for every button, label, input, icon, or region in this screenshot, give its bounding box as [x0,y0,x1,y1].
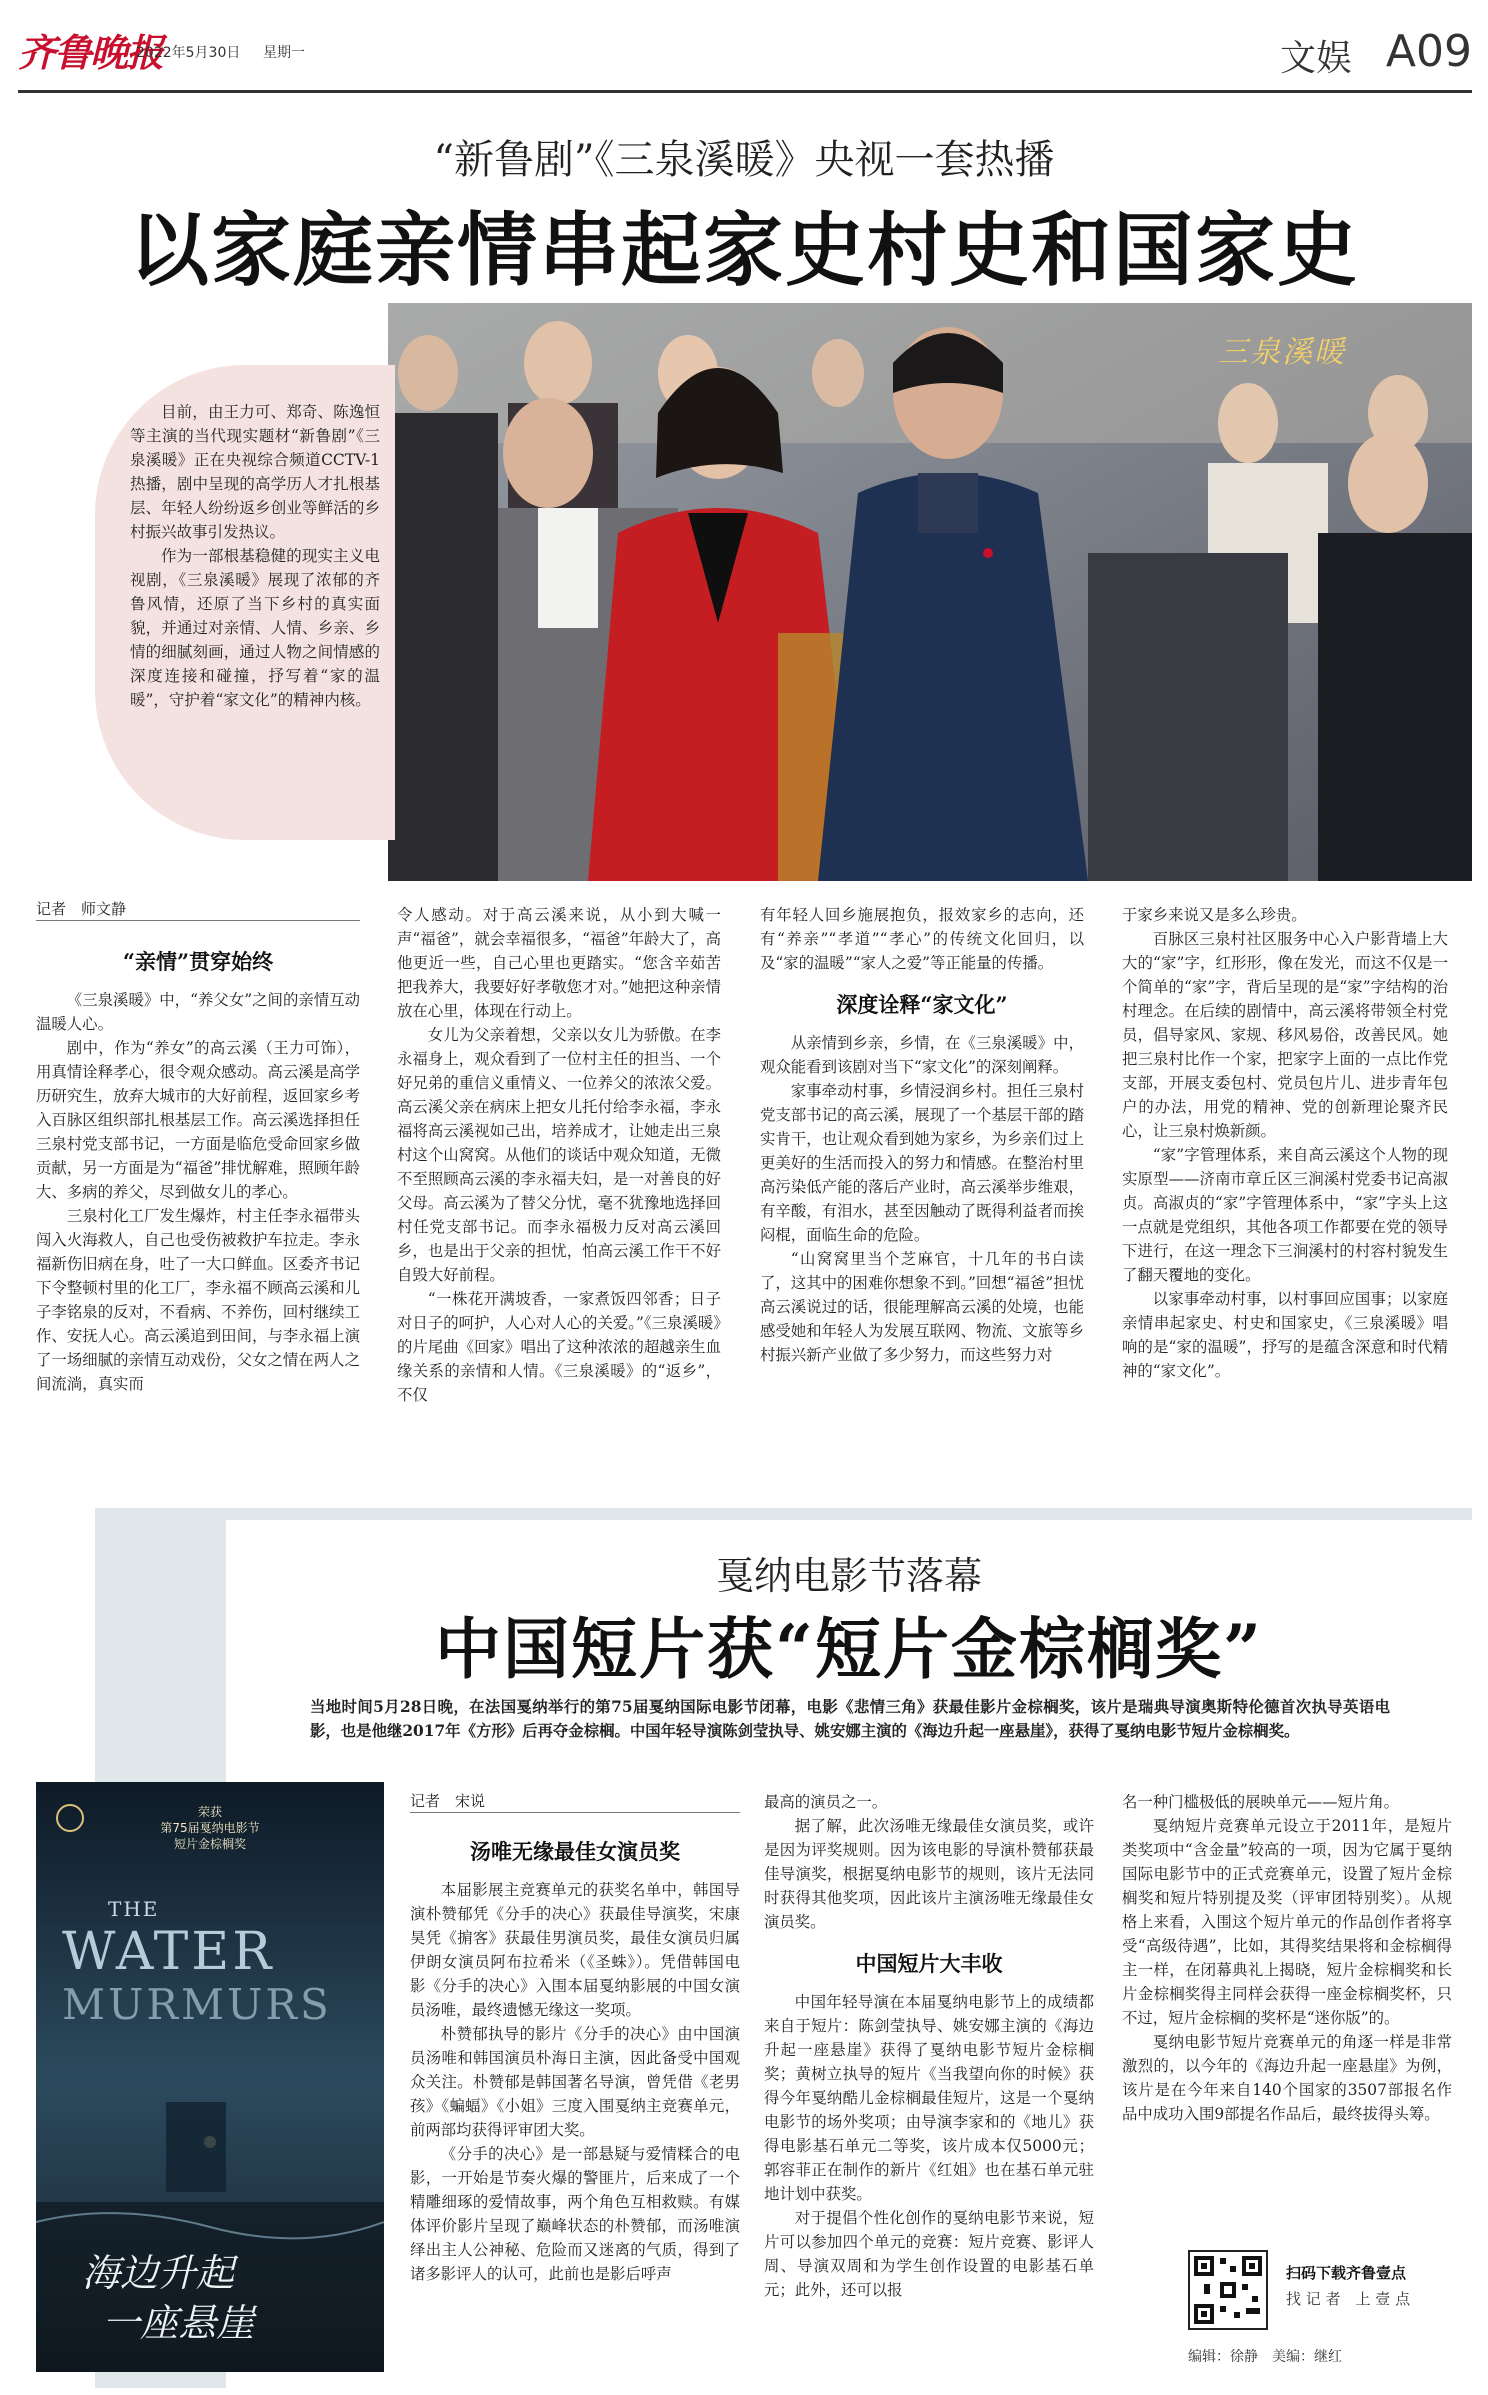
header-rule [18,90,1472,93]
qr-code[interactable] [1188,2250,1268,2330]
byline-rule [36,920,360,921]
body-paragraph: 中国年轻导演在本届戛纳电影节上的成绩都来自于短片：陈剑莹执导、姚安娜主演的《海边升起一座悬崖》获得了戛纳电影节短片金棕榈奖；黄树立执导的短片《当我望向你的时候》获得今年戛纳酷儿金棕榈最佳短片，这是一个戛纳电影节的场外奖项；由导演李家和的《地儿》获得电影基石单元二等奖，该片成本仅5000元；郭容菲正在制作的新片《红姐》也在基石单元驻地计划中获奖。 [764,1993,1094,2203]
qr-code-icon [1190,2252,1266,2328]
body-paragraph: 最高的演员之一。 [764,1793,888,1811]
issue-weekday: 星期一 [263,45,305,61]
lead-paragraph: 目前，由王力可、郑奇、陈逸恒等主演的当代现实题材“新鲁剧”《三泉溪暖》正在央视综合频道CCTV-1热播，剧中呈现的高学历人才扎根基层、年轻人纷纷返乡创业等鲜活的乡村振兴故事引发热议。 [130,403,380,541]
poster-award-line: 荣获 [197,1805,222,1819]
article1-column-4 [1122,903,1448,1383]
body-paragraph: 以家事牵动村事，以村事回应国事；以家庭亲情串起家史、村史和国家史，《三泉溪暖》唱响的是“家的温暖”，抒写的是蕴含深意和时代精神的“家文化”。 [1122,1290,1448,1380]
film-poster [36,1782,384,2372]
byline-rule [410,1812,740,1813]
article2-kicker: 戛纳电影节落幕 [715,1554,982,1598]
lead-paragraph: 作为一部根基稳健的现实主义电视剧，《三泉溪暖》展现了浓郁的齐鲁风情，还原了当下乡村的真实面貌，并通过对亲情、人情、乡亲、乡情的细腻刻画，通过人物之间情感的深度连接和碰撞，抒写着“家的温暖”，守护着“家文化”的精神内核。 [130,547,380,709]
qr-caption: 找 记 者 上 壹 点 [1286,2290,1411,2308]
poster-title-zh: 海边升起 [82,2251,235,2295]
newspaper-logo: 齐鲁晚报 [18,30,163,75]
body-paragraph: “山窝窝里当个芝麻官，十几年的书白读了，这其中的困难你想象不到。”回想“福爸”担忧高云溪说过的话，很能理解高云溪的处境，也能感受她和年轻人为发展互联网、物流、文旅等乡村振兴新产业做了多少努力，而这些努力对 [760,1250,1084,1364]
body-paragraph: 《分手的决心》是一部悬疑与爱情糅合的电影，一开始是节奏火爆的警匪片，后来成了一个精雕细琢的爱情故事，两个角色互相救赎。有媒体评价影片呈现了巅峰状态的朴赞郁，而汤唯演绎出主人公神秘、危险而又迷离的气质，得到了诸多影评人的认可，此前也是影后呼声 [410,2145,740,2283]
poster-award-line: 第75届戛纳电影节 [160,1821,260,1835]
body-paragraph: 《三泉溪暖》中，“养父女”之间的亲情互动温暖人心。 [36,991,360,1033]
issue-date: 2022年5月30日 [136,45,241,61]
photo-illustration [388,303,1472,881]
poster-title-en: THE [108,1897,160,1921]
body-paragraph: 于家乡来说又是多么珍贵。 [1122,906,1307,924]
poster-title-en: WATER [62,1922,275,1982]
drama-logo: 三泉溪暖 [1218,335,1346,370]
body-paragraph: 戛纳短片竞赛单元设立于2011年，是短片类奖项中“含金量”较高的一项，因为它属于戛纳国际电影节中的正式竞赛单元，设置了短片金棕榈奖和短片特别提及奖（评审团特别奖）。从规格上来看，入围这个短片单元的作品创作者将享受“高级待遇”，比如，其得奖结果将和金棕榈得主一样，在闭幕典礼上揭晓，短片金棕榈奖和长片金棕榈奖得主同样会获得一座金棕榈奖杯，只不过，短片金棕榈的奖杯是“迷你版”的。 [1122,1817,1452,2027]
poster-award [36,1804,384,1852]
article2-column-2 [764,1790,1094,2302]
body-paragraph: 百脉区三泉村社区服务中心入户影背墙上大大的“家”字，红形形，像在发光，而这不仅是一个简单的“家”字，背后呈现的是“家”字结构的治村理念。在后续的剧情中，高云溪将带领全村党员，倡导家风、家规、移风易俗，改善民风。她把三泉村比作一个家，把家字上面的一点比作党支部，开展支委包村、党员包片儿、进步青年包户的办法，用党的精神、党的创新理论聚齐民心，让三泉村焕新颜。 [1122,930,1448,1140]
body-paragraph: 本届影展主竞赛单元的获奖名单中，韩国导演朴赞郁凭《分手的决心》获最佳导演奖，宋康昊凭《掮客》获最佳男演员奖，最佳女演员归属伊朗女演员阿布拉希米（《圣蛛》）。凭借韩国电影《分手的决心》入围本届戛纳影展的中国女演员汤唯，最终遗憾无缘这一奖项。 [410,1881,740,2019]
body-paragraph: 家事牵动村事，乡情浸润乡村。担任三泉村党支部书记的高云溪，展现了一个基层干部的踏实肯干，也让观众看到她为家乡，为乡亲们过上更美好的生活而投入的努力和情感。在整治村里高污染低产能的落后产业时，高云溪举步维艰，有辛酸，有泪水，甚至因触动了既得利益者而挨闷棍，面临生命的危险。 [760,1082,1084,1244]
body-paragraph: 对于提倡个性化创作的戛纳电影节来说，短片可以参加四个单元的竞赛：短片竞赛、影评人周、导演双周和为学生创作设置的电影基石单元；此外，还可以报 [764,2209,1094,2299]
article2-column-1 [410,1822,740,2286]
article2-byline: 记者 宋说 [410,1792,486,1810]
body-paragraph: “一株花开满坡香，一家煮饭四邻香；日子对日子的呵护，人心对人心的关爱。”《三泉溪暖》的片尾曲《回家》唱出了这种浓浓的超越亲生血缘关系的亲情和人情。《三泉溪暖》的“返乡”，不仅 [397,1290,721,1404]
article1-byline: 记者 师文静 [36,900,127,918]
body-paragraph: 令人感动。对于高云溪来说，从小到大喊一声“福爸”，就会幸福很多，“福爸”年龄大了，高他更近一些，自己心里也更踏实。“您含辛茹苦把我养大，我要好好孝敬您才对。”她把这种亲情放在心里，体现在行动上。 [397,906,721,1020]
article1-photo [388,303,1472,881]
poster-title-en: MURMURS [62,1980,332,2029]
body-paragraph: 有年轻人回乡施展抱负，报效家乡的志向，还有“养亲”“孝道”“孝心”的传统文化回归，以及“家的温暖”“家人之爱”等正能量的传播。 [760,906,1084,972]
subheading: 中国短片大丰收 [855,1951,1003,1976]
article1-kicker: “新鲁剧”《三泉溪暖》央视一套热播 [433,137,1055,183]
body-paragraph: 从亲情到乡亲，乡情，在《三泉溪暖》中，观众能看到该剧对当下“家文化”的深刻阐释。 [760,1034,1084,1076]
poster-award-line: 短片金棕榈奖 [173,1837,246,1851]
article2-headline: 中国短片获“短片金棕榈奖” [435,1610,1263,1688]
page-number: A09 [1385,26,1472,77]
body-paragraph: 据了解，此次汤唯无缘最佳女演员奖，或许是因为评奖规则。因为该电影的导演朴赞郁获最佳导演奖，根据戛纳电影节的规则，该片无法同时获得其他奖项，因此该片主演汤唯无缘最佳女演员奖。 [764,1817,1094,1931]
subheading: “亲情”贯穿始终 [122,949,274,974]
section-name: 文娱 [1279,38,1352,79]
article1-lead [130,400,380,712]
subheading: 汤唯无缘最佳女演员奖 [470,1839,680,1864]
poster-title-zh: 一座悬崖 [102,2301,255,2345]
masthead [18,14,1472,86]
editor-credits: 编辑：徐静 美编：继红 [1188,2349,1342,2365]
body-paragraph: 戛纳电影节短片竞赛单元的角逐一样是非常激烈的，以今年的《海边升起一座悬崖》为例，该片是在今年来自140个国家的3507部报名作品中成功入围9部提名作品后，最终拔得头筹。 [1122,2033,1452,2123]
qr-caption: 扫码下载齐鲁壹点 [1286,2264,1407,2282]
body-paragraph: 女儿为父亲着想，父亲以女儿为骄傲。在李永福身上，观众看到了一位村主任的担当、一个好兄弟的重信义重情义、一位养父的浓浓父爱。高云溪父亲在病床上把女儿托付给李永福，李永福将高云溪视如己出，培养成才，让她走出三泉村这个山窝窝。从他们的谈话中观众知道，无微不至照顾高云溪的李永福夫妇，是一对善良的好父母。高云溪为了替父分忧，毫不犹豫地选择回村任党支部书记。而李永福极力反对高云溪回乡，也是出于父亲的担忧，怕高云溪工作干不好自毁大好前程。 [397,1026,721,1284]
article1-column-1 [36,932,360,1396]
body-paragraph: 朴赞郁执导的影片《分手的决心》由中国演员汤唯和韩国演员朴海日主演，因此备受中国观众关注。朴赞郁是韩国著名导演，曾凭借《老男孩》《蝙蝠》《小姐》三度入围戛纳主竞赛单元，前两部均获得评审团大奖。 [410,2025,740,2139]
body-paragraph: 三泉村化工厂发生爆炸，村主任李永福带头闯入火海救人，自己也受伤被救护车拉走。李永福新伤旧病在身，吐了一大口鲜血。区委齐书记下令整顿村里的化工厂，李永福不顾高云溪和儿子李铭泉的反对，不看病、不养伤，回村继续工作、安抚人心。高云溪追到田间，与李永福上演了一场细腻的亲情互动戏份，父女之情在两人之间流淌，真实而 [36,1207,360,1393]
article2-summary: 当地时间5月28日晚，在法国戛纳举行的第75届戛纳国际电影节闭幕，电影《悲情三角》获最佳影片金棕榈奖，该片是瑞典导演奥斯特伦德首次执导英语电影，也是他继2017年《方形》后再夺金棕榈。中国年轻导演陈剑莹执导、姚安娜主演的《海边升起一座悬崖》，获得了戛纳电影节短片金棕榈奖。 [310,1698,1390,1740]
article2-column-3 [1122,1790,1452,2126]
article1-headline: 以家庭亲情串起家史村史和国家史 [129,203,1359,297]
body-paragraph: 名一种门槛极低的展映单元——短片角。 [1122,1793,1400,1811]
article1-column-3 [760,903,1084,1367]
body-paragraph: 剧中，作为“养女”的高云溪（王力可饰），用真情诠释孝心，很令观众感动。高云溪是高学历研究生，放弃大城市的大好前程，返回家乡考入百脉区组织部扎根基层工作。高云溪选择担任三泉村党支部书记，一方面是临危受命回家乡做贡献，另一方面是为“福爸”排忧解难，照顾年龄大、多病的养父，尽到做女儿的孝心。 [36,1039,360,1201]
subheading: 深度诠释“家文化” [836,992,1008,1017]
body-paragraph: “家”字管理体系，来自高云溪这个人物的现实原型——济南市章丘区三涧溪村党委书记高淑贞。高淑贞的“家”字管理体系中，“家”字头上这一点就是党组织，其他各项工作都要在党的领导下进行，在这一理念下三涧溪村的村容村貌发生了翻天覆地的变化。 [1122,1146,1448,1284]
article1-column-2 [397,903,721,1407]
